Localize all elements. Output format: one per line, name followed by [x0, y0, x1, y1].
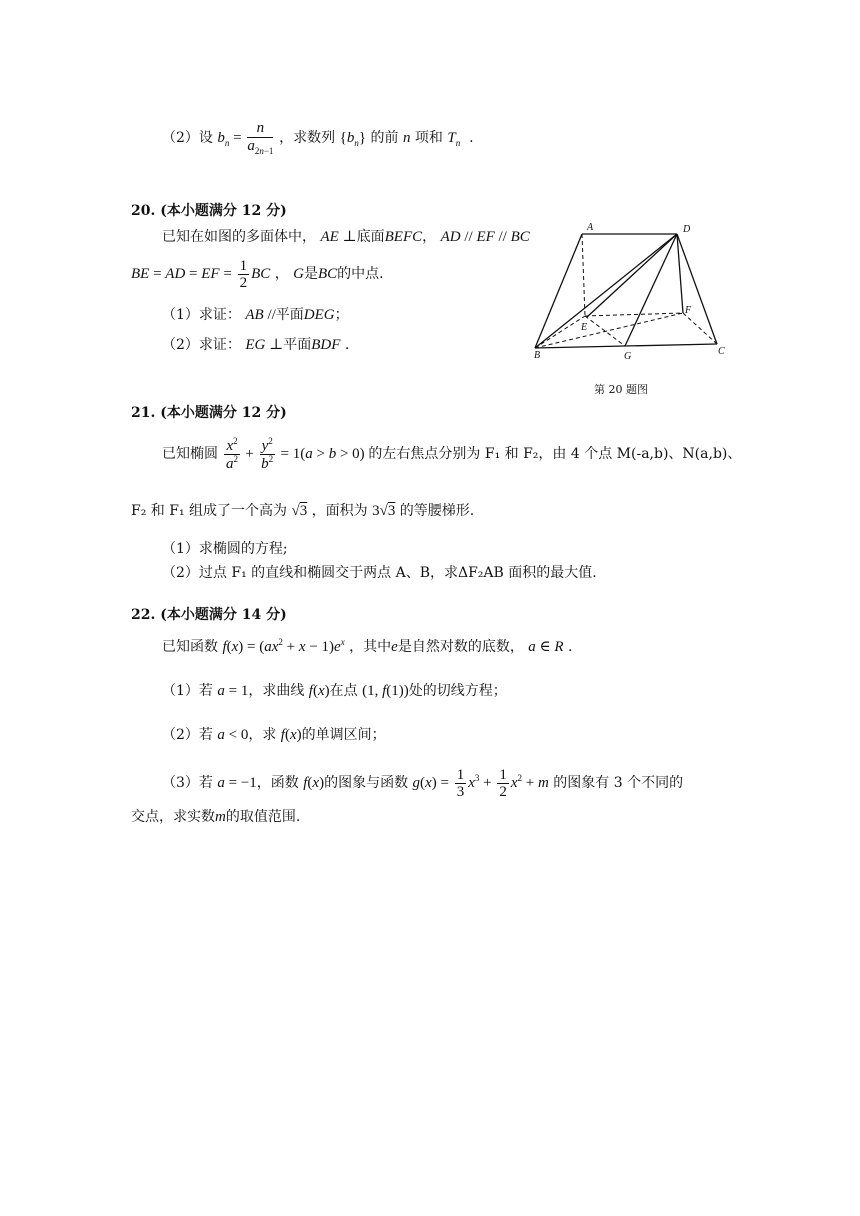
q22-part3: （3）若 a = −1，函数 f(x)的图象与函数 g(x) = $\frac{1}{3}$ $x^3$ + $\frac{1}{2}$ $x^2 + m$ 的图象有 3 个不同的 — [162, 766, 684, 801]
q22-part2: （2）若 a < 0，求 f(x)的单调区间； — [162, 727, 386, 743]
edge-ef — [585, 313, 683, 316]
q21-part2: （2）过点 F₁ 的直线和椭圆交于两点 A、B，求ΔF₂AB 面积的最大值. — [162, 565, 597, 581]
label-f: F — [685, 305, 692, 316]
q21-part1: （1）求椭圆的方程; — [162, 541, 288, 557]
q19-part2-mid: ，求数列 — [279, 130, 336, 146]
q22-part3-line2: 交点，求实数m的取值范围. — [131, 809, 301, 825]
q19-part2-prefix: （2）设 — [162, 130, 213, 146]
edge-be — [535, 316, 588, 348]
q20-figure — [525, 218, 740, 368]
edge-ab — [535, 234, 582, 348]
q22-part1: （1）若 a = 1，求曲线 f(x)在点 (1, f(1))处的切线方程； — [162, 683, 507, 699]
label-b: B — [534, 350, 541, 361]
q20-part1: （1）求证： AB //平面DEG； — [162, 307, 349, 323]
q20-title: 20. (本小题满分 12 分) — [131, 203, 287, 219]
label-g: G — [624, 351, 632, 362]
q21-title: 21. (本小题满分 12 分) — [131, 405, 287, 421]
q22-title: 22. (本小题满分 14 分) — [131, 607, 287, 623]
q19-part2: （2）设 $b_n$ = $\frac{n}{a_{2n-1}}$ ，求数列 $\{b_n\}$ 的前 n 项和 $T_n$ . — [162, 120, 474, 156]
q20-line2: BE = AD = EF = $\frac{1}{2}$ BC ， G是BC的中点. — [131, 257, 384, 292]
edge-dg — [625, 234, 677, 346]
edge-dc — [677, 234, 717, 344]
q20-figure-caption: 第 20 题图 — [594, 383, 648, 396]
q20-line1: 已知在如图的多面体中， AE ⊥底面BEFC， AD // EF // BC — [162, 229, 530, 245]
q21-line1: 已知椭圆 $\frac{x^2}{a^2}$ + $\frac{y^2}{b^2}$ = 1(a > b > 0) 的左右焦点分别为 F₁ 和 F₂，由 4 个点 M(-a,b)、N(a,b)、 — [162, 435, 742, 473]
q22-line1: 已知函数 $f(x) = (ax^2 + x - 1)e^x$ ，其中e是自然对数的底数， a ∈ R . — [162, 637, 573, 655]
q20-part2: （2）求证： EG ⊥平面BDF . — [162, 337, 350, 353]
label-a: A — [587, 222, 594, 233]
label-c: C — [718, 346, 725, 357]
edge-df — [677, 234, 683, 313]
q19-bn-formula: $b_n$ = $\frac{n}{a_{2n-1}}$ — [217, 120, 274, 156]
label-d: D — [683, 224, 691, 235]
edge-eg — [585, 316, 625, 346]
label-e: E — [581, 322, 588, 333]
q21-line2: F₂ 和 F₁ 组成了一个高为 √3 ，面积为 3√3 的等腰梯形. — [131, 503, 475, 519]
edge-de — [587, 234, 677, 317]
edge-ae — [582, 234, 585, 316]
